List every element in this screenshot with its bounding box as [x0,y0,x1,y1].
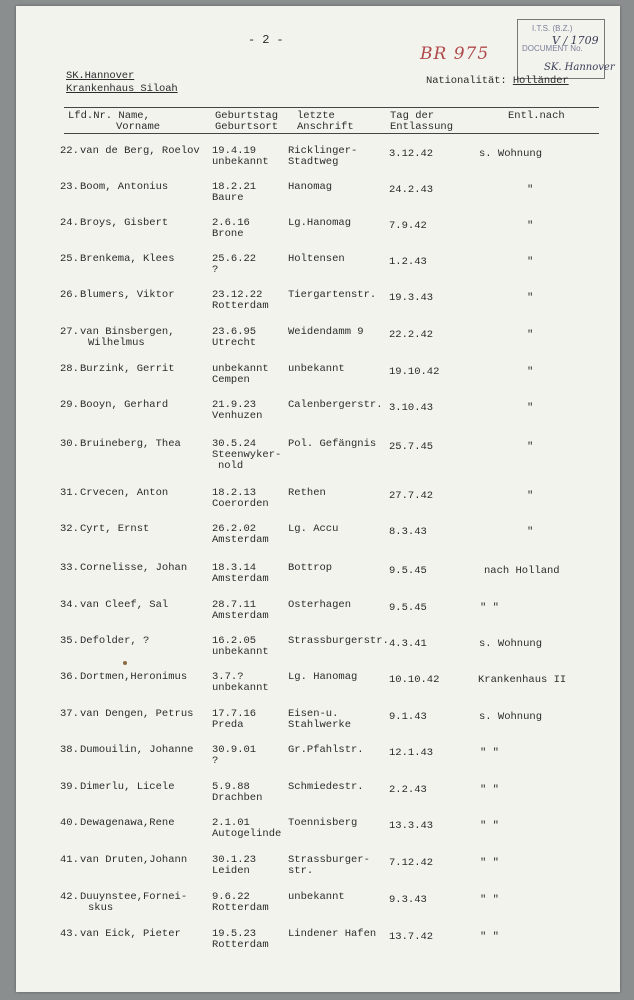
row-destination: s. Wohnung [479,148,543,160]
row-name: Booyn, Gerhard [80,399,169,411]
row-number: 39. [60,781,79,793]
row-birth-date: 2.6.16 [212,217,250,229]
row-release-date: 12.1.43 [389,747,434,759]
document-stamp [517,19,615,79]
row-name: van Dengen, Petrus [80,708,194,720]
row-release-date: 9.3.43 [389,894,427,906]
row-destination: " [527,220,534,232]
column-header-address: letzte Anschrift [297,110,354,133]
row-name: Duuynstee,Fornei- [80,891,188,903]
row-destination: " " [480,602,499,614]
header-hospital: Krankenhaus Siloah [66,83,178,95]
row-birth-date: 23.12.22 [212,289,263,301]
row-destination: " [527,184,534,196]
stamp-sk: SK. Hannover [544,62,615,73]
row-birth-date: unbekannt [212,363,269,375]
row-name: Cornelisse, Johan [80,562,188,574]
row-birth-place: Rotterdam [212,300,269,312]
row-destination: nach Holland [484,565,560,577]
row-birth-place: Brone [212,228,244,240]
row-address: Lindener Hafen [288,928,377,940]
column-header-birth: Geburtstag Geburtsort [215,110,279,133]
row-address: Calenbergerstr. [288,399,383,411]
row-birth-place: Steenwyker- [212,449,282,461]
row-name: Defolder, ? [80,635,150,647]
row-address: Strassburgerstr. [288,635,389,647]
row-destination: " [527,366,534,378]
header-office: SK.Hannover [66,70,135,82]
row-birth-place: unbekannt [212,646,269,658]
row-address: Lg.Hanomag [288,217,352,229]
row-number: 38. [60,744,79,756]
row-birth-date: 26.2.02 [212,523,257,535]
row-name: Dewagenawa,Rene [80,817,175,829]
row-birth-place: Drachben [212,792,263,804]
row-birth-date: 5.9.88 [212,781,250,793]
row-number: 28. [60,363,79,375]
row-release-date: 7.12.42 [389,857,434,869]
row-name: Dumouilin, Johanne [80,744,194,756]
row-address-cont: Stahlwerke [288,719,352,731]
row-release-date: 13.7.42 [389,931,434,943]
row-birth-place: Amsterdam [212,534,269,546]
row-birth-date: 19.4.19 [212,145,257,157]
row-address: unbekannt [288,363,345,375]
row-birth-place: Leiden [212,865,250,877]
row-destination: s. Wohnung [479,711,543,723]
row-address: Tiergartenstr. [288,289,377,301]
row-birth-date: 30.5.24 [212,438,257,450]
row-birth-place: Baure [212,192,244,204]
row-name: van Binsbergen, [80,326,175,338]
table-top-rule [64,107,599,108]
row-destination: Krankenhaus II [478,674,567,686]
page-number: - 2 - [248,33,284,47]
row-name: Brenkema, Klees [80,253,175,265]
row-number: 42. [60,891,79,903]
row-release-date: 7.9.42 [389,220,427,232]
row-name: Bruineberg, Thea [80,438,181,450]
row-destination: " " [480,894,499,906]
row-destination: " " [480,820,499,832]
row-name: Blumers, Viktor [80,289,175,301]
row-birth-place: Autogelinde [212,828,282,840]
header-nationality: Nationalität: Holländer [426,75,569,87]
row-release-date: 24.2.43 [389,184,434,196]
row-name: Dortmen,Heronimus [80,671,188,683]
row-birth-date: 3.7.? [212,671,244,683]
row-number: 25. [60,253,79,265]
row-birth-date: 30.9.01 [212,744,257,756]
row-address: Gr.Pfahlstr. [288,744,364,756]
row-release-date: 22.2.42 [389,329,434,341]
row-destination: " " [480,784,499,796]
row-destination: " [527,526,534,538]
row-number: 30. [60,438,79,450]
row-number: 35. [60,635,79,647]
row-destination: " [527,329,534,341]
row-destination: " [527,256,534,268]
row-birth-place: ? [212,755,219,767]
row-destination: s. Wohnung [479,638,543,650]
row-address: Strassburger- [288,854,370,866]
row-number: 31. [60,487,79,499]
row-birth-place: Preda [212,719,244,731]
row-address: unbekannt [288,891,345,903]
row-name: Cyrt, Ernst [80,523,150,535]
row-address: Ricklinger- [288,145,358,157]
stamp-doc-label: DOCUMENT No. [522,44,583,53]
row-number: 41. [60,854,79,866]
row-address: Osterhagen [288,599,352,611]
row-number: 26. [60,289,79,301]
row-destination: " [527,402,534,414]
row-release-date: 19.3.43 [389,292,434,304]
row-birth-date: 28.7.11 [212,599,257,611]
row-address: Rethen [288,487,326,499]
row-number: 43. [60,928,79,940]
row-name: van Druten,Johann [80,854,188,866]
row-name: Dimerlu, Licele [80,781,175,793]
row-birth-date: 17.7.16 [212,708,257,720]
row-number: 22. [60,145,79,157]
row-name: Crvecen, Anton [80,487,169,499]
row-address: Eisen-u. [288,708,339,720]
handwritten-reference: BR 975 [420,44,490,64]
row-release-date: 9.1.43 [389,711,427,723]
row-release-date: 9.5.45 [389,565,427,577]
row-destination: " " [480,857,499,869]
row-number: 29. [60,399,79,411]
row-release-date: 10.10.42 [389,674,440,686]
row-number: 24. [60,217,79,229]
stamp-number: V / 1709 [552,34,599,47]
row-release-date: 13.3.43 [389,820,434,832]
row-birth-date: 30.1.23 [212,854,257,866]
row-birth-date: 19.5.23 [212,928,257,940]
row-birth-place: Utrecht [212,337,257,349]
row-release-date: 4.3.41 [389,638,427,650]
row-birth-place-cont: nold [218,460,244,472]
row-address: Lg. Hanomag [288,671,358,683]
row-destination: " " [480,747,499,759]
row-birth-place: Cempen [212,374,250,386]
row-birth-date: 18.2.13 [212,487,257,499]
row-address-cont: str. [288,865,314,877]
row-address: Bottrop [288,562,333,574]
row-address: Holtensen [288,253,345,265]
row-name: van Eick, Pieter [80,928,181,940]
column-header-destination: Entl.nach [508,110,565,122]
row-number: 37. [60,708,79,720]
row-name: Boom, Antonius [80,181,169,193]
row-release-date: 3.10.43 [389,402,434,414]
row-birth-place: Venhuzen [212,410,263,422]
row-birth-place: ? [212,264,219,276]
row-number: 36. [60,671,79,683]
row-release-date: 2.2.43 [389,784,427,796]
row-birth-date: 21.9.23 [212,399,257,411]
row-birth-place: unbekannt [212,682,269,694]
row-number: 23. [60,181,79,193]
row-release-date: 8.3.43 [389,526,427,538]
row-destination: " [527,292,534,304]
row-address: Weidendamm 9 [288,326,364,338]
row-birth-date: 25.6.22 [212,253,257,265]
row-number: 33. [60,562,79,574]
row-address: Pol. Gefängnis [288,438,377,450]
row-release-date: 1.2.43 [389,256,427,268]
table-header-rule [64,133,599,134]
row-address-cont: Stadtweg [288,156,339,168]
row-birth-date: 9.6.22 [212,891,250,903]
row-birth-place: Amsterdam [212,573,269,585]
row-birth-date: 23.6.95 [212,326,257,338]
column-header-name: Lfd.Nr. Name, Vorname [68,110,161,133]
row-destination: " [527,441,534,453]
row-birth-date: 16.2.05 [212,635,257,647]
ink-spot [123,661,127,665]
row-name: Burzink, Gerrit [80,363,175,375]
row-number: 27. [60,326,79,338]
row-address: Schmiedestr. [288,781,364,793]
row-name: van de Berg, Roelov [80,145,200,157]
row-number: 34. [60,599,79,611]
row-birth-date: 18.2.21 [212,181,257,193]
row-address: Toennisberg [288,817,358,829]
row-number: 32. [60,523,79,535]
row-address: Lg. Accu [288,523,339,535]
row-release-date: 19.10.42 [389,366,440,378]
row-address: Hanomag [288,181,333,193]
row-release-date: 9.5.45 [389,602,427,614]
stamp-org: I.T.S. (B.Z.) [532,24,573,33]
row-birth-place: Rotterdam [212,902,269,914]
row-name: van Cleef, Sal [80,599,169,611]
row-birth-date: 18.3.14 [212,562,257,574]
row-birth-date: 2.1.01 [212,817,250,829]
row-release-date: 27.7.42 [389,490,434,502]
row-birth-place: Coerorden [212,498,269,510]
row-birth-place: Amsterdam [212,610,269,622]
row-birth-place: Rotterdam [212,939,269,951]
row-name-cont: skus [88,902,114,914]
row-release-date: 25.7.45 [389,441,434,453]
row-name-cont: Wilhelmus [88,337,145,349]
row-release-date: 3.12.42 [389,148,434,160]
row-destination: " " [480,931,499,943]
row-number: 40. [60,817,79,829]
row-name: Broys, Gisbert [80,217,169,229]
row-birth-place: unbekannt [212,156,269,168]
column-header-release-date: Tag der Entlassung [390,110,454,133]
row-destination: " [527,490,534,502]
